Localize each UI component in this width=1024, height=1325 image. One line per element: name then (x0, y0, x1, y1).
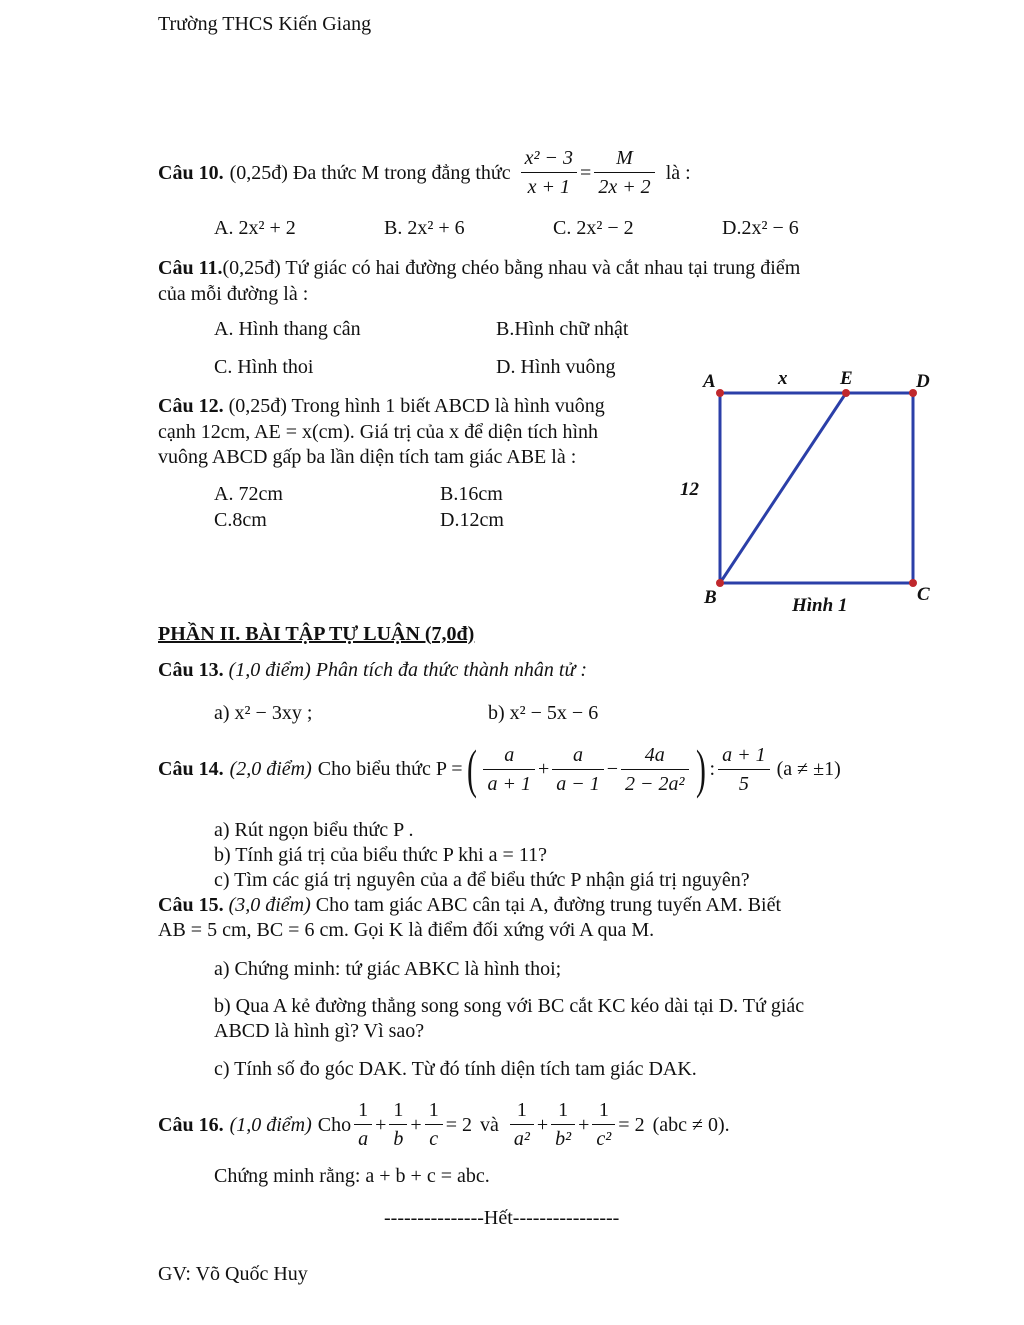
q14-f2-den: a − 1 (552, 769, 604, 796)
q14-part-a: a) Rút ngọn biểu thức P . (214, 819, 414, 841)
label-12: 12 (680, 479, 699, 500)
q14-label: Câu 14. (158, 758, 224, 780)
q11-option-c: C. Hình thoi (214, 356, 314, 378)
q14-f2-num: a (573, 743, 584, 766)
question-12 (158, 394, 605, 418)
q14-fraction-3 (621, 743, 689, 796)
q12-line1: (0,25đ) Trong hình 1 biết ABCD là hình vuông (228, 395, 605, 417)
q12-label: Câu 12. (158, 395, 224, 417)
q10-tail: là : (665, 161, 691, 184)
q16-num: 1 (598, 1099, 609, 1121)
q16-den: b² (551, 1124, 575, 1151)
question-14 (158, 739, 841, 799)
square-figure (670, 360, 940, 620)
part-2-title: PHẦN II. BÀI TẬP TỰ LUẬN (7,0đ) (158, 623, 475, 645)
label-d: D (916, 371, 930, 392)
q16-den: b (389, 1124, 407, 1151)
q10-option-d: D.2x² − 6 (722, 217, 799, 239)
q14-f4-den: 5 (718, 769, 770, 796)
q16-condition: (abc ≠ 0). (652, 1113, 730, 1136)
q10-option-a: A. 2x² + 2 (214, 217, 296, 239)
q13-part-a: a) x² − 3xy ; (214, 702, 313, 724)
q12-line3: vuông ABCD gấp ba lần diện tích tam giác ABE là : (158, 446, 577, 468)
q12-option-c: C.8cm (214, 509, 267, 531)
q14-colon: : (709, 758, 716, 780)
q11-option-a: A. Hình thang cân (214, 318, 361, 340)
q11-text-line2: của mỗi đường là : (158, 283, 309, 305)
question-13 (158, 658, 587, 682)
q15-text-line2: AB = 5 cm, BC = 6 cm. Gọi K là điểm đối xứng với A qua M. (158, 919, 655, 941)
q16-label: Câu 16. (158, 1113, 224, 1136)
q14-f3-num: 4a (644, 743, 665, 766)
q16-plus: + (410, 1113, 422, 1136)
q16-num: 1 (358, 1099, 369, 1121)
q13-label: Câu 13. (158, 659, 224, 681)
q10-frac2-num: M (616, 147, 633, 169)
q16-den: a (354, 1124, 372, 1151)
label-b: B (704, 587, 717, 608)
point-a (716, 389, 724, 397)
q15-part-c: c) Tính số đo góc DAK. Từ đó tính diện tích tam giác DAK. (214, 1058, 697, 1080)
q10-equals: = (580, 161, 592, 184)
segment-be (720, 393, 846, 583)
question-10 (158, 146, 691, 199)
figure-caption: Hình 1 (792, 595, 848, 616)
school-name: Trường THCS Kiến Giang (158, 13, 372, 35)
q14-fraction-1 (483, 743, 535, 796)
point-e (842, 389, 850, 397)
q11-label: Câu 11. (158, 257, 223, 279)
q12-option-d: D.12cm (440, 509, 504, 531)
q15-part-a: a) Chứng minh: tứ giác ABKC là hình thoi; (214, 958, 562, 980)
q16-frac-1a2 (510, 1098, 534, 1151)
label-a: A (703, 371, 716, 392)
q10-option-c: C. 2x² − 2 (553, 217, 634, 239)
q10-fraction-2 (594, 146, 654, 199)
q14-part-c: c) Tìm các giá trị nguyên của a để biểu thức P nhận giá trị nguyên? (214, 869, 750, 891)
q10-frac1-den: x + 1 (521, 172, 577, 199)
q10-label: Câu 10. (158, 161, 224, 184)
q16-plus: + (578, 1113, 590, 1136)
q16-text: Cho (317, 1113, 352, 1136)
square-abcd (720, 393, 913, 583)
q15-part-b-line2: ABCD là hình gì? Vì sao? (214, 1020, 425, 1042)
point-c (909, 579, 917, 587)
q14-text: Cho biểu thức P = (317, 758, 463, 780)
q14-fraction-2 (552, 743, 604, 796)
q14-plus: + (537, 758, 550, 780)
q16-equals-2: = 2 (445, 1113, 472, 1136)
q16-frac-1c2 (592, 1098, 615, 1151)
q16-equals-2: = 2 (618, 1113, 645, 1136)
q11-text: (0,25đ) Tứ giác có hai đường chéo bằng nhau và cắt nhau tại trung điểm (222, 257, 801, 279)
q14-f4-num: a + 1 (722, 743, 766, 766)
q10-fraction-1 (521, 146, 577, 199)
q14-left-paren: ( (466, 739, 477, 799)
q15-part-b-line1: b) Qua A kẻ đường thẳng song song với BC cắt KC kéo dài tại D. Tứ giác (214, 995, 805, 1017)
end-marker: ---------------Hết---------------- (384, 1207, 620, 1229)
q14-condition: (a ≠ ±1) (776, 758, 841, 780)
q12-option-a: A. 72cm (214, 483, 283, 505)
q16-plus: + (536, 1113, 549, 1136)
q16-den: c² (592, 1124, 615, 1151)
q12-option-b: B.16cm (440, 483, 503, 505)
q16-num: 1 (558, 1099, 569, 1121)
question-11 (158, 256, 800, 280)
q16-plus: + (375, 1113, 387, 1136)
q16-and: và (479, 1113, 499, 1136)
question-15 (158, 893, 781, 917)
q14-fraction-4 (718, 743, 770, 796)
q16-prove: Chứng minh rằng: a + b + c = abc. (214, 1165, 490, 1187)
q16-num: 1 (393, 1099, 404, 1121)
q15-label: Câu 15. (158, 894, 224, 916)
q13-text: (1,0 điểm) Phân tích đa thức thành nhân tử : (228, 659, 588, 681)
point-b (716, 579, 724, 587)
question-16 (158, 1098, 730, 1151)
q15-text: Cho tam giác ABC cân tại A, đường trung tuyến AM. Biết (315, 894, 782, 916)
q10-frac1-num: x² − 3 (524, 147, 574, 169)
q10-text: (0,25đ) Đa thức M trong đẳng thức (229, 161, 511, 184)
q16-den: a² (510, 1124, 534, 1151)
label-c: C (917, 584, 930, 605)
q16-frac-1a (354, 1098, 372, 1151)
q14-f1-den: a + 1 (483, 769, 535, 796)
q10-frac2-den: 2x + 2 (594, 172, 654, 199)
q10-option-b: B. 2x² + 6 (384, 217, 465, 239)
q14-score: (2,0 điểm) (229, 758, 312, 780)
q14-f3-den: 2 − 2a² (621, 769, 689, 796)
label-x: x (778, 368, 788, 389)
q15-score: (3,0 điểm) (228, 894, 311, 916)
teacher-name: GV: Võ Quốc Huy (158, 1263, 308, 1285)
q14-part-b: b) Tính giá trị của biểu thức P khi a = 11? (214, 844, 547, 866)
q16-frac-1b2 (551, 1098, 575, 1151)
q14-f1-num: a (504, 743, 515, 766)
q11-option-b: B.Hình chữ nhật (496, 318, 629, 340)
q16-frac-1c (425, 1098, 443, 1151)
q16-den: c (425, 1124, 443, 1151)
q16-score: (1,0 điểm) (229, 1113, 312, 1136)
q14-minus: − (606, 758, 619, 780)
label-e: E (840, 368, 853, 389)
q12-line2: cạnh 12cm, AE = x(cm). Giá trị của x để diện tích hình (158, 421, 599, 443)
q16-num: 1 (516, 1099, 527, 1121)
q16-frac-1b (389, 1098, 407, 1151)
q11-option-d: D. Hình vuông (496, 356, 616, 378)
q13-part-b: b) x² − 5x − 6 (488, 702, 599, 724)
q16-num: 1 (428, 1099, 439, 1121)
q14-right-paren: ) (695, 739, 706, 799)
